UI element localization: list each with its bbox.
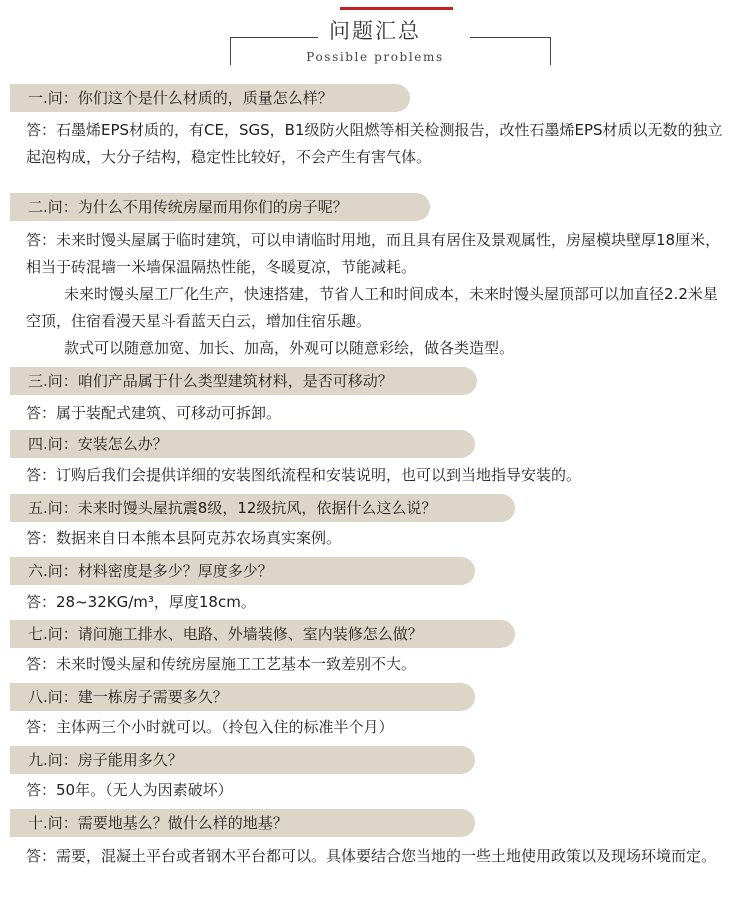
faq-answer-9 bbox=[26, 777, 726, 804]
faq-question-7: 七.问：请问施工排水、电路、外墙装修、室内装修怎么做？ bbox=[10, 620, 515, 648]
faq-question-4: 四.问：安装怎么办？ bbox=[10, 430, 475, 458]
faq-question-9: 九.问：房子能用多久？ bbox=[10, 746, 475, 774]
faq-question-1: 一.问：你们这个是什么材质的，质量怎么样？ bbox=[10, 84, 410, 112]
answer-paragraph: 款式可以随意加宽、加长、加高，外观可以随意彩绘，做各类造型。 bbox=[64, 339, 515, 357]
answer-paragraph: 答：50年。（无人为因素破坏） bbox=[26, 781, 233, 799]
faq-answer-6 bbox=[26, 589, 726, 616]
faq-answer-3 bbox=[26, 400, 726, 427]
answer-paragraph: 答：主体两三个小时就可以。（拎包入住的标准半个月） bbox=[26, 718, 394, 736]
faq-question-2: 二.问：为什么不用传统房屋而用你们的房子呢？ bbox=[10, 193, 430, 221]
faq-answer-1 bbox=[26, 117, 726, 171]
faq-question-10: 十.问：需要地基么？做什么样的地基？ bbox=[10, 809, 475, 837]
page-header bbox=[0, 0, 750, 75]
header-accent-line bbox=[340, 7, 453, 10]
faq-question-6: 六.问：材料密度是多少？厚度多少？ bbox=[10, 557, 475, 585]
faq-answer-4 bbox=[26, 462, 726, 489]
faq-answer-8 bbox=[26, 714, 726, 741]
faq-question-5: 五.问：未来时馒头屋抗震8级，12级抗风，依据什么这么说？ bbox=[10, 494, 515, 522]
page-title: 问题汇总 bbox=[329, 19, 421, 43]
answer-paragraph: 答：28~32KG/m³，厚度18cm。 bbox=[26, 593, 256, 611]
faq-answer-10 bbox=[26, 843, 726, 870]
faq-question-8: 八.问：建一栋房子需要多久？ bbox=[10, 683, 475, 711]
answer-paragraph: 答：数据来自日本熊本县阿克苏农场真实案例。 bbox=[26, 529, 342, 547]
answer-paragraph: 答：属于装配式建筑、可移动可拆卸。 bbox=[26, 404, 282, 422]
answer-paragraph: 答：石墨烯EPS材质的，有CE，SGS，B1级防火阻燃等相关检测报告，改性石墨烯EPS材质以无数的独立起泡构成，大分子结构，稳定性比较好，不会产生有害气体。 bbox=[26, 121, 723, 166]
faq-answer-7 bbox=[26, 651, 726, 678]
header-frame-line-left bbox=[230, 37, 318, 38]
page-subtitle: Possible problems bbox=[306, 50, 444, 64]
answer-paragraph: 答：订购后我们会提供详细的安装图纸流程和安装说明，也可以到当地指导安装的。 bbox=[26, 466, 582, 484]
faq-question-3: 三.问：咱们产品属于什么类型建筑材料，是否可移动？ bbox=[10, 367, 477, 395]
faq-answer-5 bbox=[26, 525, 726, 552]
answer-paragraph: 未来时馒头屋工厂化生产，快速搭建，节省人工和时间成本，未来时馒头屋顶部可以加直径2.2米星空顶，住宿看漫天星斗看蓝天白云，增加住宿乐趣。 bbox=[26, 285, 718, 330]
answer-paragraph: 答：未来时馒头屋和传统房屋施工工艺基本一致差别不大。 bbox=[26, 655, 417, 673]
faq-answer-2 bbox=[26, 227, 726, 362]
answer-paragraph: 答：未来时馒头屋属于临时建筑，可以申请临时用地，而且具有居住及景观属性，房屋模块壁厚18厘米，相当于砖混墙一米墙保温隔热性能，冬暖夏凉，节能减耗。 bbox=[26, 231, 721, 276]
answer-paragraph: 答：需要，混凝土平台或者钢木平台都可以。具体要结合您当地的一些土地使用政策以及现场环境而定。 bbox=[26, 847, 717, 865]
header-frame-line-right bbox=[470, 37, 551, 38]
